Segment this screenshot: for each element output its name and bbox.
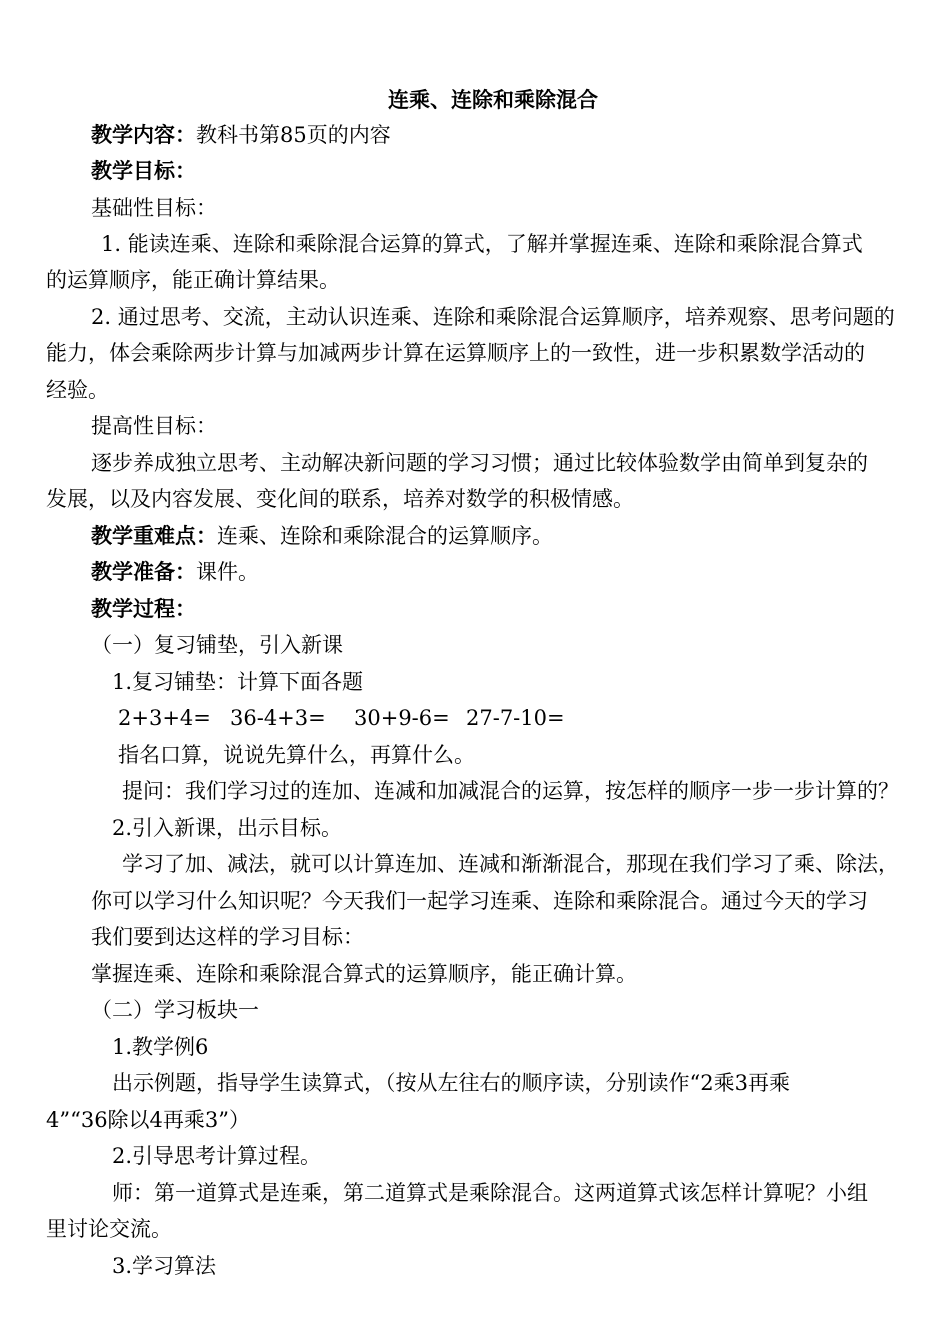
section-1-heading: （一）复习铺垫，引入新课 [91, 633, 343, 657]
section-2-item-1: 1.教学例6 [112, 1035, 209, 1059]
section-2-item-2: 2.引导思考计算过程。 [112, 1144, 322, 1168]
question-line: 提问：我们学习过的连加、连减和加减混合的运算，按怎样的顺序一步一步计算的？ [122, 779, 899, 803]
section-2-item-3: 3.学习算法 [112, 1254, 217, 1278]
exercise-2: 36-4+3= [230, 706, 326, 730]
advanced-objective-line-2: 发展，以及内容发展、变化间的联系，培养对数学的积极情感。 [46, 487, 634, 511]
goal-line: 掌握连乘、连除和乘除混合算式的运算顺序，能正确计算。 [91, 962, 637, 986]
teacher-line-2: 里讨论交流。 [46, 1217, 172, 1241]
teacher-line-1: 师：第一道算式是连乘，第二道算式是乘除混合。这两道算式该怎样计算呢？小组 [112, 1181, 868, 1205]
key-points-text: 连乘、连除和乘除混合的运算顺序。 [217, 524, 553, 548]
advanced-objectives-heading: 提高性目标： [91, 414, 217, 438]
preparation-label: 教学准备： [91, 559, 196, 584]
basic-objectives-heading: 基础性目标： [91, 196, 217, 220]
content-label: 教学内容： [91, 122, 196, 147]
basic-objective-2-line-3: 经验。 [46, 378, 109, 402]
section-2-heading: （二）学习板块一 [91, 998, 259, 1022]
exercise-1: 2+3+4= [118, 706, 211, 730]
basic-objective-1-line-2: 的运算顺序，能正确计算结果。 [46, 268, 340, 292]
advanced-objective-line-1: 逐步养成独立思考、主动解决新问题的学习习惯；通过比较体验数学由简单到复杂的 [91, 451, 868, 475]
basic-objective-2-line-2: 能力，体会乘除两步计算与加减两步计算在运算顺序上的一致性，进一步积累数学活动的 [46, 341, 865, 365]
section-1-item-1: 1.复习铺垫：计算下面各题 [112, 670, 364, 694]
content-row [91, 120, 391, 150]
objectives-heading: 教学目标： [91, 158, 196, 183]
intro-line-2: 你可以学习什么知识呢？今天我们一起学习连乘、连除和乘除混合。通过今天的学习 [91, 889, 868, 913]
key-points-row [91, 521, 553, 551]
preparation-row [91, 557, 259, 587]
example-line-1: 出示例题，指导学生读算式，（按从左往右的顺序读，分别读作“2乘3再乘 [112, 1071, 790, 1095]
exercise-3: 30+9-6= [354, 706, 450, 730]
exercise-4: 27-7-10= [466, 706, 565, 730]
example-line-2: 4”“36除以4再乘3”） [46, 1108, 251, 1132]
preparation-text: 课件。 [196, 560, 259, 584]
section-1-item-2: 2.引入新课，出示目标。 [112, 816, 343, 840]
content-text: 教科书第85页的内容 [196, 123, 391, 147]
document-title: 连乘、连除和乘除混合 [388, 87, 598, 112]
intro-line-1: 学习了加、减法，就可以计算连加、连减和渐渐混合，那现在我们学习了乘、除法， [122, 852, 899, 876]
basic-objective-2-line-1: 2. 通过思考、交流，主动认识连乘、连除和乘除混合运算顺序，培养观察、思考问题的 [91, 305, 895, 329]
basic-objective-1-line-1: 1. 能读连乘、连除和乘除混合运算的算式，了解并掌握连乘、连除和乘除混合算式 [101, 232, 863, 256]
process-heading: 教学过程： [91, 596, 196, 621]
key-points-label: 教学重难点： [91, 523, 217, 548]
oral-instruction: 指名口算，说说先算什么，再算什么。 [118, 743, 475, 767]
intro-line-3: 我们要到达这样的学习目标： [91, 925, 364, 949]
